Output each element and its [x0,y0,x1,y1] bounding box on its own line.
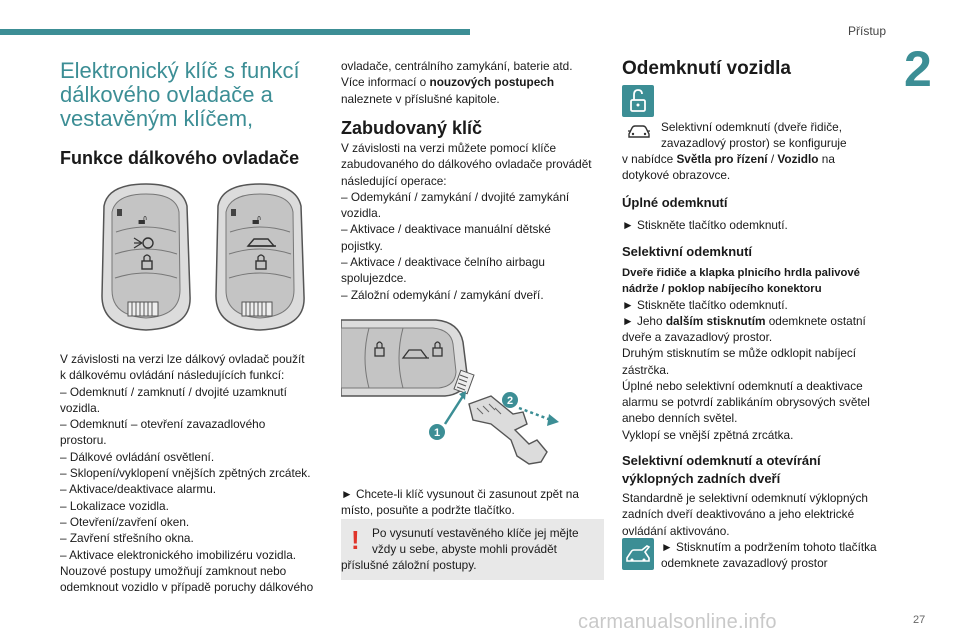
bold-term: nouzových postupech [429,75,555,90]
text-line [622,151,835,167]
text-line: zavazadlový prostor) se konfiguruje [661,136,847,150]
page-title-line-1: Elektronický klíč s funkcí [60,58,300,83]
list-item: – Odemknutí – otevření zavazadlového [60,417,266,432]
text-line: Standardně je selektivní odemknutí výklopných [622,491,868,505]
heading-rear-door-line-2: výklopných zadních dveří [622,471,781,486]
text-line: zabudovaného do dálkového ovladače provádět [341,157,592,172]
text-line: odemknete zavazadlový prostor [661,556,828,570]
text-line: V závislosti na verzi můžete pomocí klíče [341,141,557,155]
warning-text-line: vždy u sebe, abyste mohli provádět [372,542,557,556]
section-heading-remote: Funkce dálkového ovladače [60,148,300,168]
menu-path: Vozidlo [777,152,819,166]
list-item: – Otevření/zavření oken. [60,514,190,529]
warning-icon: ! [351,525,360,555]
badge-2: 2 [506,395,514,407]
text-fragment: odemknete ostatní [765,314,866,328]
section-heading-built-in-key: Zabudovaný klíč [341,118,483,138]
page-title-line-2: dálkového ovladače a [60,82,273,107]
instruction-step: ► Chcete-li klíč vysunout či zasunout zpět na [341,487,579,501]
heading-full-unlock: Úplné odemknutí [622,195,728,210]
text-line: ovladače, centrálního zamykání, baterie atd. [341,59,573,73]
list-item: – Zavření střešního okna. [60,531,194,546]
list-item: – Odemykání / zamykání / dvojité zamykání [341,189,570,204]
unlock-icon-box [622,85,654,117]
text-line: zadních dveří deaktivováno a jeho elektrické [622,507,855,522]
text-fragment: Více informací o [341,75,430,90]
list-item: – Odemknutí / zamknutí / dvojité uzamknutí [60,384,287,399]
key-slide-instruction [341,486,607,519]
text-line: dveře a zavazadlový prostor. [622,330,773,344]
list-item: – Aktivace / deaktivace čelního airbagu [341,255,545,270]
selective-unlock-text [622,329,892,443]
text-line: spolujezdce. [341,271,407,286]
list-item: – Aktivace/deaktivace alarmu. [60,482,217,497]
text-line: zástrčka. [622,362,670,377]
text-line: alarmu se potvrdí zablikáním obrysových světel [622,395,870,410]
badge-1: 1 [433,427,441,439]
text-line: Nouzové postupy umožňují zamknout nebo [60,563,287,578]
text-line: k dálkovému ovládání následujících funkcí: [60,368,285,383]
key-fob-left [102,184,190,330]
text-line: odemknout vozidlo v případě poruchy dálkového [60,580,314,595]
text-line: prostoru. [60,433,107,448]
heading-rear-door-line-1: Selektivní odemknutí a otevírání [622,453,821,468]
text-line: anebo denních světel. [622,411,738,426]
built-in-key-illustration [341,312,603,472]
list-item: – Sklopení/vyklopení vnějších zpětných zrcátek. [60,466,311,481]
text-line: pojistky. [341,238,383,253]
text-line: místo, posuňte a podržte tlačítko. [341,503,515,518]
list-item: – Lokalizace vozidla. [60,498,169,513]
list-item: – Záložní odemykání / zamykání dveří. [341,287,544,302]
bold-subheading-line: nádrže / poklop nabíjecího konektoru [622,283,822,295]
built-in-key-text [341,140,607,303]
bold-term: dalším stisknutím [665,314,766,328]
page-title-line-3: vestavěným klíčem, [60,106,254,131]
tailgate-icon-box [622,538,654,570]
section-heading-unlock: Odemknutí vozidla [622,58,791,79]
text-fragment: v nabídce [622,152,677,166]
text-fragment: ► Jeho [622,314,666,328]
key-fob-right [216,184,304,330]
text-line: naleznete v příslušné kapitole. [341,91,500,106]
warning-text-line: příslušné záložní postupy. [341,558,477,572]
padlock-open-icon [622,85,654,117]
text-line: následující operace: [341,173,447,188]
text-line: Selektivní odemknutí (dveře řidiče, [661,120,842,134]
instruction-step: ► Stisknutím a podržením tohoto tlačítka [661,540,877,554]
remote-functions-text [60,351,322,595]
instruction-step: ► Stiskněte tlačítko odemknutí. [622,298,788,312]
watermark: carmanualsonline.info [578,611,777,633]
text-fragment: na [818,152,835,166]
svg-text:🔓︎: 🔓︎ [252,212,262,228]
menu-path: Světla pro řízení [676,152,768,166]
warning-box [341,519,604,580]
text-fragment: / [767,152,778,166]
bold-subheading-line: Dveře řidiče a klapka plnicího hrdla palivové [622,267,860,279]
text-line: vozidla. [341,206,381,221]
column-2-intro [341,58,607,107]
list-item: – Dálkové ovládání osvětlení. [60,449,215,464]
car-tailgate-icon [622,538,654,570]
text-line: ovládání aktivováno. [622,523,730,538]
instruction-step [622,313,866,329]
heading-selective-unlock: Selektivní odemknutí [622,244,753,259]
warning-text-line: Po vysunutí vestavěného klíče jej mějte [372,526,579,540]
header-accent-bar [0,29,470,35]
instruction-step: ► Stiskněte tlačítko odemknutí. [622,218,788,232]
text-line: V závislosti na verzi lze dálkový ovladač použít [60,352,305,366]
text-line: Vyklopí se vnější zpětná zrcátka. [622,427,794,442]
list-item: – Aktivace / deaktivace manuální dětské [341,222,551,237]
svg-text:🔓︎: 🔓︎ [138,212,148,228]
text-line: Úplné nebo selektivní odemknutí a deaktivace [622,378,863,393]
rear-door-text [622,490,892,539]
text-line [341,74,607,90]
page-number: 27 [913,614,926,626]
chapter-number: 2 [904,41,932,97]
text-line: Druhým stisknutím se může odklopit nabíjecí [622,346,857,361]
section-name: Přístup [847,24,886,38]
text-line: vozidla. [60,400,100,415]
remote-keys-illustration [90,178,326,340]
list-item: – Aktivace elektronického imobilizéru vozidla. [60,547,297,562]
text-line: dotykové obrazovce. [622,168,731,182]
car-icon [626,122,652,140]
